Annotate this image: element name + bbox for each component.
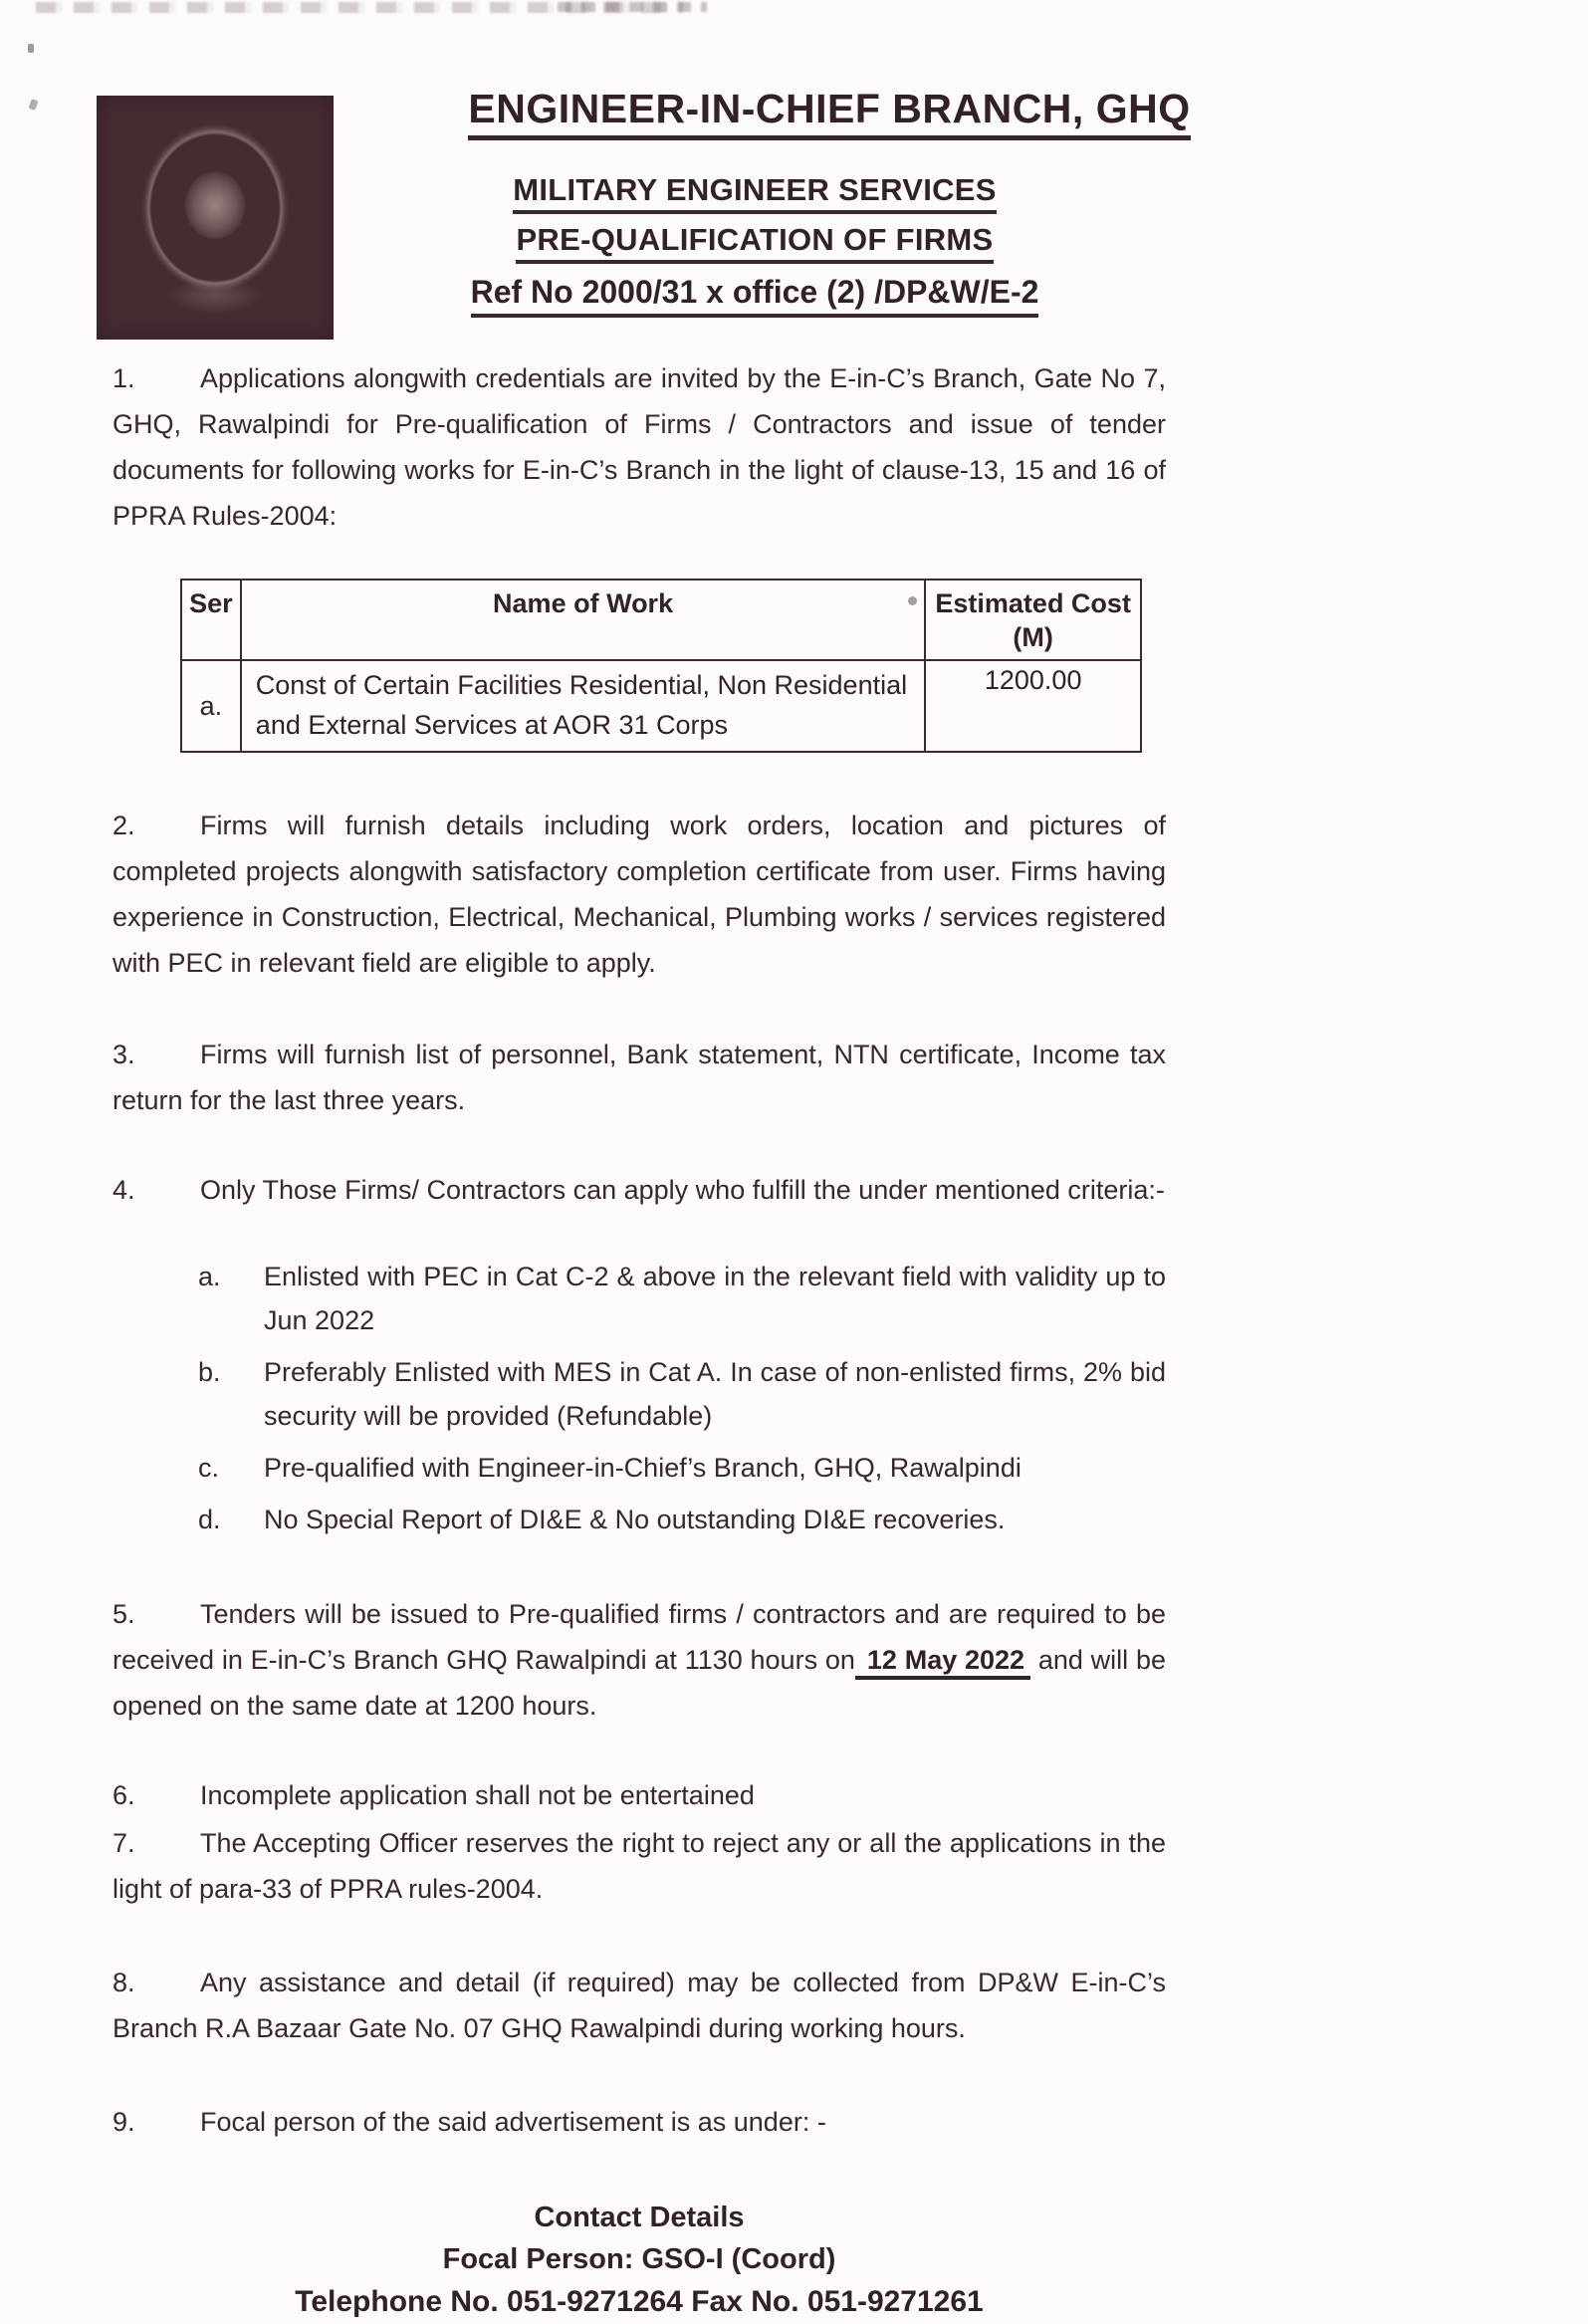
document-header [113, 0, 1191, 318]
works-table [180, 579, 1142, 753]
criteria-list [198, 1255, 1166, 1541]
header-estimated-cost [925, 580, 1141, 660]
works-table-header-row [181, 580, 1141, 660]
header-name-of-work: Name of Work [241, 580, 926, 660]
list-item-d-text: No Special Report of DI&E & No outstanding DI&E recoveries. [264, 1505, 1006, 1534]
telephone-fax-line: Telephone No. 051-9271264 Fax No. 051-9271261 [295, 2285, 984, 2318]
list-item-b [198, 1350, 1166, 1438]
focal-person-line: Focal Person: GSO-I (Coord) [442, 2243, 836, 2275]
paragraph-6-text: Incomplete application shall not be entertained [200, 1780, 755, 1810]
paragraph-4-text: Only Those Firms/ Contractors can apply who fulfill the under mentioned criteria:- [200, 1175, 1165, 1205]
subtitle-services: MILITARY ENGINEER SERVICES [513, 172, 997, 214]
paragraph-4-number: 4. [113, 1175, 135, 1205]
paragraph-9-number: 9. [113, 2107, 135, 2137]
header-estimated-cost-line2: (M) [1013, 622, 1053, 652]
tender-receipt-date: 12 May 2022 [855, 1645, 1030, 1680]
list-item-a-text: Enlisted with PEC in Cat C-2 & above in the relevant field with validity up to Jun 2022 [264, 1262, 1166, 1335]
works-table-container [180, 579, 1166, 753]
list-item-a-letter: a. [198, 1262, 221, 1291]
row-estimated-cost: 1200.00 [925, 660, 1141, 752]
subtitle-prequalification: PRE-QUALIFICATION OF FIRMS [516, 222, 993, 264]
paragraph-6-number: 6. [113, 1780, 135, 1810]
list-item-d [198, 1498, 1166, 1541]
paragraph-9-text: Focal person of the said advertisement is as under: - [200, 2107, 826, 2137]
paragraph-5 [113, 1591, 1166, 1729]
paragraph-1-text: Applications alongwith credentials are invited by the E-in-C’s Branch, Gate No 7, GHQ, Rawalpindi for Pre-qualification of Firms / Contractors and issue of tender documents for following works for E-in-C’s Branch in the light of clause-13, 15 and 16 of PPRA Rules-2004: [113, 363, 1166, 531]
military-crest-seal-logo [97, 96, 334, 340]
paragraph-9 [113, 2099, 1166, 2145]
paragraph-8 [113, 1960, 1166, 2051]
reference-number: Ref No 2000/31 x office (2) /DP&W/E-2 [471, 274, 1039, 318]
paragraph-5-text-after: and will be opened on the same date at 1200 hours. [113, 1645, 1166, 1721]
paragraph-1-number: 1. [113, 363, 135, 393]
scan-speck [908, 596, 917, 605]
paragraph-7 [113, 1820, 1166, 1912]
paragraph-8-text: Any assistance and detail (if required) may be collected from DP&W E-in-C’s Branch R.A Bazaar Gate No. 07 GHQ Rawalpindi during working hours. [113, 1968, 1166, 2043]
list-item-c-text: Pre-qualified with Engineer-in-Chief’s Branch, GHQ, Rawalpindi [264, 1453, 1021, 1483]
header-titles [361, 0, 1297, 318]
paragraph-2-number: 2. [113, 811, 135, 840]
list-item-a [198, 1255, 1166, 1342]
row-ser: a. [181, 660, 241, 752]
paragraph-2-text: Firms will furnish details including work orders, location and pictures of completed projects alongwith satisfactory completion certificate from user. Firms having experience in Construction, Electrical, Mechanical, Plumbing works / services registered with PEC in relevant field are eligible to apply. [113, 811, 1166, 978]
page-title: ENGINEER-IN-CHIEF BRANCH, GHQ [468, 86, 1190, 140]
paragraph-3 [113, 1032, 1166, 1123]
document-page [113, 0, 1191, 2324]
paragraph-8-number: 8. [113, 1968, 135, 1997]
scan-margin-mark [29, 99, 39, 111]
list-item-c [198, 1446, 1166, 1490]
contact-details-block [113, 2197, 1166, 2324]
paragraph-6 [113, 1772, 1166, 1818]
paragraph-4 [113, 1167, 1166, 1213]
header-subtitles [361, 164, 1148, 318]
contact-details-heading: Contact Details [534, 2202, 745, 2233]
paragraph-2 [113, 803, 1166, 986]
scan-margin-mark [28, 44, 34, 53]
list-item-b-text: Preferably Enlisted with MES in Cat A. In case of non-enlisted firms, 2% bid security will be provided (Refundable) [264, 1357, 1166, 1431]
paragraph-1 [113, 355, 1166, 539]
list-item-c-letter: c. [198, 1453, 220, 1483]
table-row [181, 660, 1141, 752]
header-ser: Ser [181, 580, 241, 660]
paragraph-3-number: 3. [113, 1040, 135, 1069]
header-estimated-cost-line1: Estimated Cost [935, 588, 1131, 618]
paragraph-3-text: Firms will furnish list of personnel, Bank statement, NTN certificate, Income tax return for the last three years. [113, 1040, 1166, 1115]
paragraph-7-text: The Accepting Officer reserves the right to reject any or all the applications in the light of para-33 of PPRA rules-2004. [113, 1828, 1166, 1904]
list-item-b-letter: b. [198, 1357, 221, 1387]
list-item-d-letter: d. [198, 1505, 221, 1534]
paragraph-5-number: 5. [113, 1599, 135, 1629]
row-name-of-work: Const of Certain Facilities Residential, Non Residential and External Services at AOR 31 Corps [241, 660, 926, 752]
paragraph-5-text-before: Tenders will be issued to Pre-qualified firms / contractors and are required to be received in E-in-C’s Branch GHQ Rawalpindi at 1130 hours on [113, 1599, 1166, 1675]
paragraph-7-number: 7. [113, 1828, 135, 1858]
